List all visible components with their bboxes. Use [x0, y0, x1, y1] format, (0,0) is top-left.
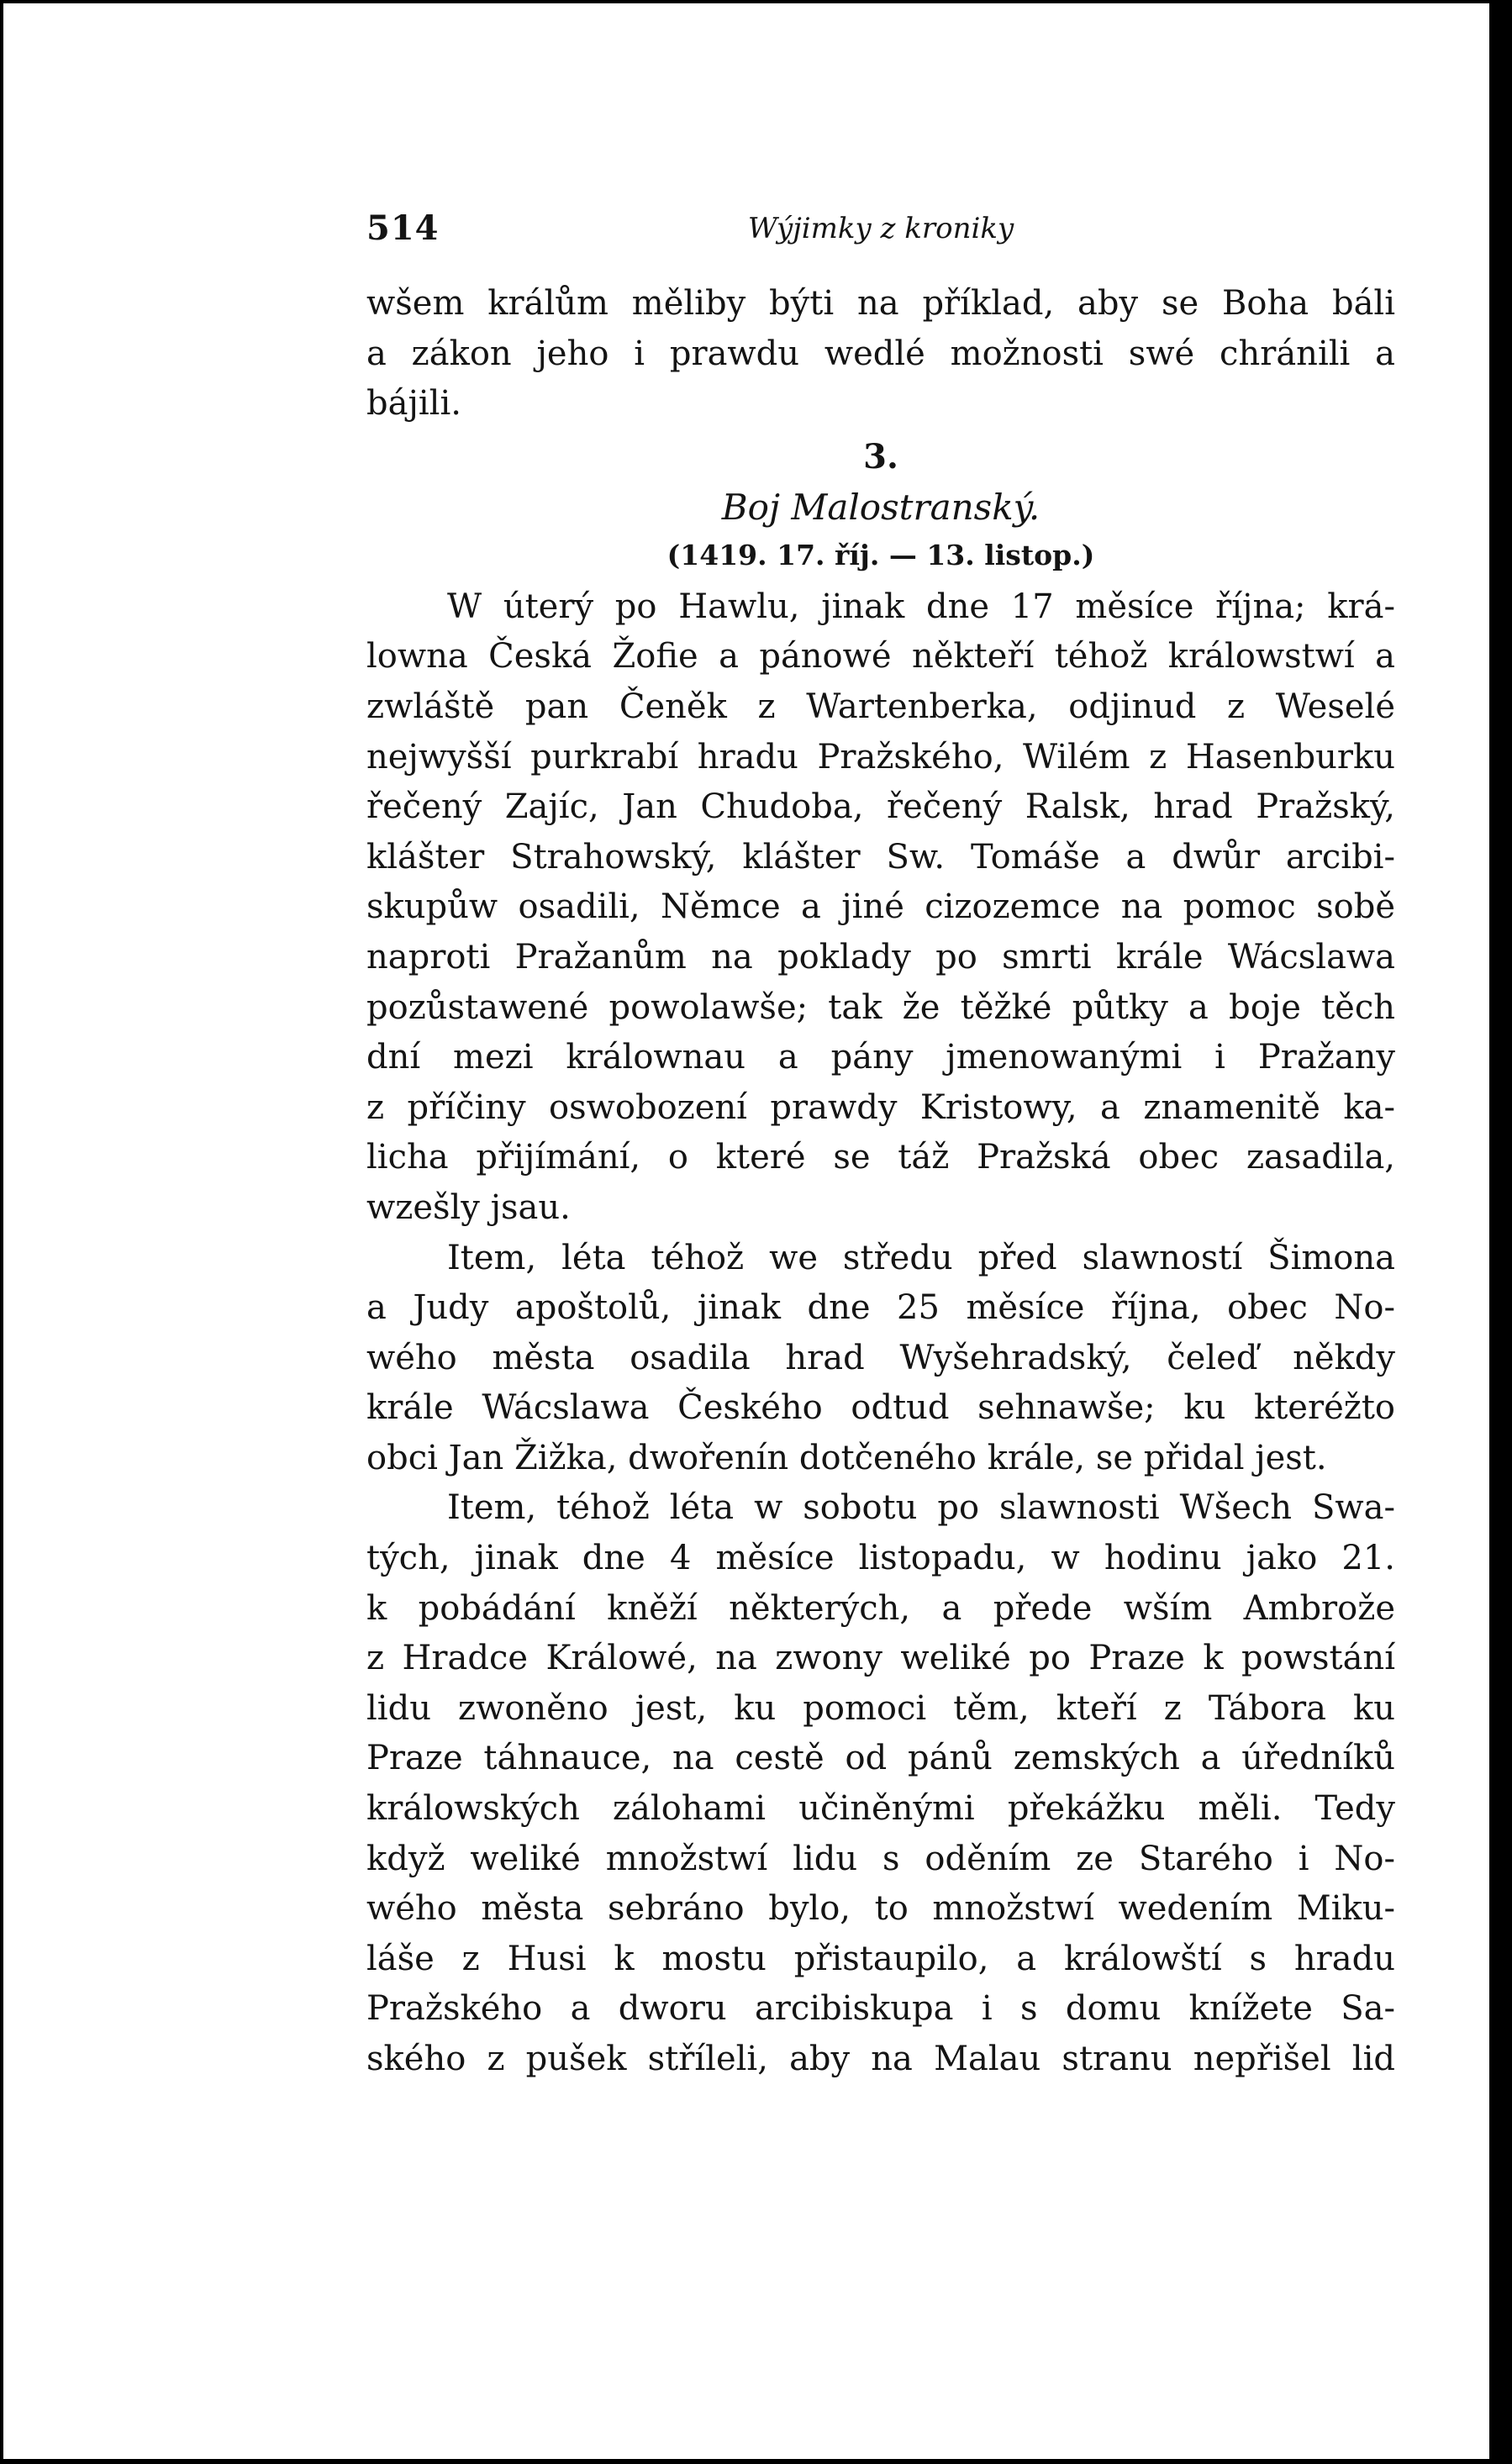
- page-header: [366, 193, 1395, 261]
- paragraph-2: [366, 1234, 1395, 1484]
- text-line: a Judy apoštolů, jinak dne 25 měsíce října, obec No-: [366, 1288, 1395, 1328]
- text-line: a zákon jeho i prawdu wedlé možnosti swé chránili a: [366, 334, 1395, 373]
- running-head: Wýjimky z kroniky: [747, 212, 1014, 245]
- text-line: naproti Pražanům na poklady po smrti krále Wácslawa: [366, 937, 1395, 977]
- page-body: [366, 279, 1395, 2085]
- book-page: [366, 193, 1395, 2085]
- text-line: W úterý po Hawlu, jinak dne 17 měsíce října; krá-: [447, 587, 1395, 626]
- scan-border-left: [0, 0, 3, 2464]
- text-line: pozůstawené powolawše; tak že těžké půtky a boje těch: [366, 987, 1395, 1027]
- intro-paragraph: [366, 279, 1395, 429]
- text-line: lowna Česká Žofie a pánowé někteří téhož králowstwí a: [366, 637, 1395, 677]
- text-line: láše z Husi k mostu přistaupilo, a králowští s hradu: [366, 1939, 1395, 1978]
- paragraph-3: [366, 1483, 1395, 2084]
- paragraph-1: [366, 582, 1395, 1234]
- text-line: k pobádání kněží některých, a přede wším Ambrože: [366, 1588, 1395, 1628]
- text-line: z Hradce Králowé, na zwony weliké po Praze k powstání: [366, 1639, 1395, 1678]
- scan-border-top: [0, 0, 1512, 3]
- text-line: řečený Zajíc, Jan Chudoba, řečený Ralsk, hrad Pražský,: [366, 787, 1395, 827]
- scan-border-bottom: [0, 2459, 1512, 2464]
- page-number: 514: [366, 208, 440, 248]
- text-line: wzešly jsau.: [366, 1187, 571, 1227]
- text-line: Praze táhnauce, na cestě od pánů zemských a úředníků: [366, 1739, 1395, 1778]
- text-line: wšem králům měliby býti na příklad, aby se Boha báli: [366, 284, 1395, 323]
- text-line: zwláště pan Čeněk z Wartenberka, odjinud z Weselé: [366, 687, 1395, 726]
- text-line: Pražského a dworu arcibiskupa i s domu knížete Sa-: [366, 1989, 1395, 2029]
- text-line: z příčiny oswobození prawdy Kristowy, a znamenitě ka-: [366, 1087, 1395, 1127]
- text-line: ského z pušek stříleli, aby na Malau stranu nepřišel lid: [366, 2040, 1395, 2078]
- scan-border-right: [1489, 0, 1512, 2464]
- section-number: 3.: [863, 436, 898, 476]
- text-line: dní mezi králownau a pány jmenowanými i Pražany: [366, 1038, 1395, 1077]
- text-line: Item, léta téhož we středu před slawností Šimona: [447, 1238, 1395, 1277]
- text-line: bájili.: [366, 384, 461, 424]
- text-line: nejwyšší purkrabí hradu Pražského, Wilém z Hasenburku: [366, 737, 1395, 777]
- text-line: klášter Strahowský, klášter Sw. Tomáše a dwůr arcibi-: [366, 837, 1395, 877]
- text-line: krále Wácslawa Českého odtud sehnawše; ku kteréžto: [366, 1388, 1395, 1428]
- section-title: Boj Malostranský.: [721, 486, 1040, 528]
- text-line: skupůw osadili, Němce a jiné cizozemce na pomoc sobě: [366, 887, 1395, 927]
- text-line: tých, jinak dne 4 měsíce listopadu, w hodinu jako 21.: [366, 1539, 1395, 1578]
- text-line: lidu zwoněno jest, ku pomoci těm, kteří z Tábora ku: [366, 1688, 1395, 1728]
- text-line: obci Jan Žižka, dwořenín dotčeného krále, se přidal jest.: [366, 1438, 1327, 1477]
- text-line: Item, téhož léta w sobotu po slawnosti Wšech Swa-: [447, 1488, 1395, 1528]
- text-line: wého města sebráno bylo, to množstwí wedením Miku-: [366, 1889, 1395, 1929]
- text-line: když weliké množstwí lidu s oděním ze Starého i No-: [366, 1839, 1395, 1878]
- section-dates: (1419. 17. říj. — 13. listop.): [666, 538, 1095, 571]
- text-line: wého města osadila hrad Wyšehradský, čeleď někdy: [366, 1338, 1395, 1377]
- text-line: králowských zálohami učiněnými překážku měli. Tedy: [366, 1789, 1395, 1829]
- text-line: licha přijímání, o které se táž Pražská obec zasadila,: [366, 1138, 1395, 1177]
